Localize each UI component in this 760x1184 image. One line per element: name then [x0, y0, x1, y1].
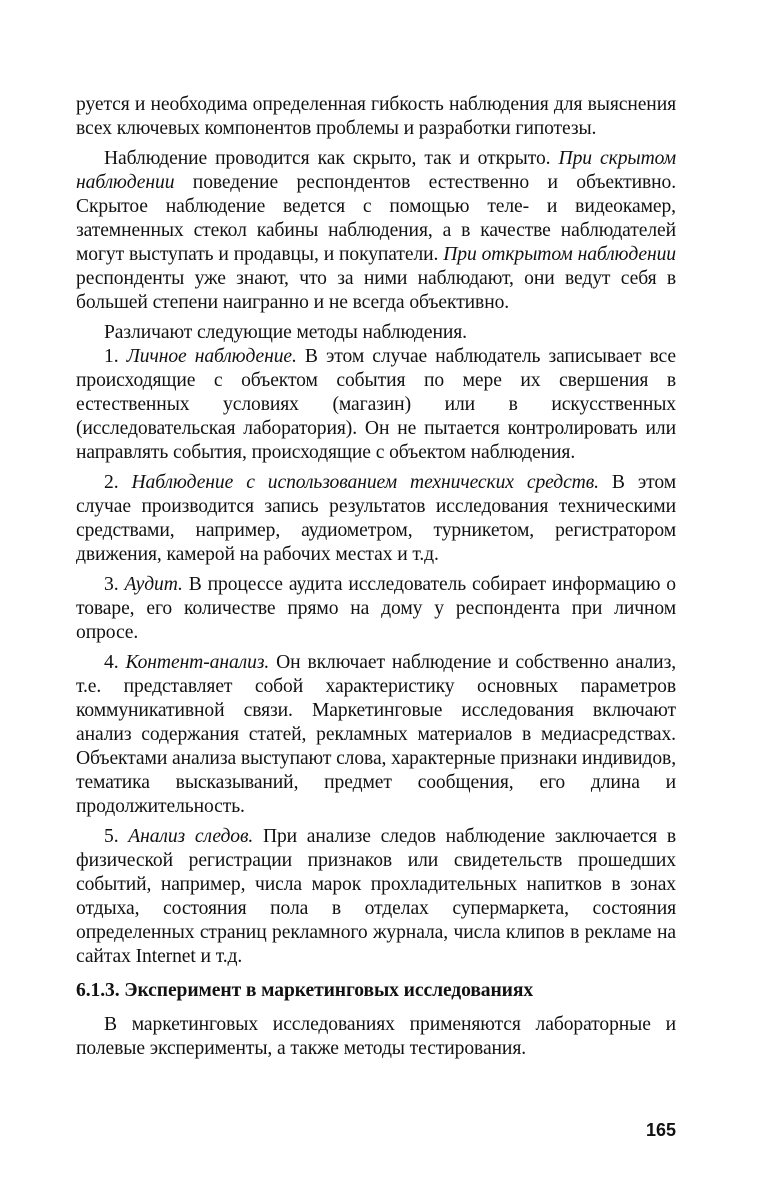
- list-number: 5.: [104, 826, 129, 847]
- term-technical-means: Наблюдение с использованием технических средств.: [131, 472, 599, 493]
- page-body: [76, 93, 676, 1061]
- text-run: В этом случае наблюдатель записывает все происходящие с объектом события по мере их свершения в естественных условиях (магазин) или в искусственных (исследовательская лаборатория). Он не пытается контролировать или направлять события, происходящие с объектом наблюдения.: [76, 346, 676, 463]
- paragraph-observation-types: [76, 147, 676, 315]
- term-trace-analysis: Анализ следов.: [128, 826, 254, 847]
- term-personal-observation: Личное наблюдение.: [126, 346, 297, 367]
- paragraph-methods-intro: Различают следующие методы наблюдения.: [104, 322, 467, 343]
- text-run: респонденты уже знают, что за ними наблюдают, они ведут себя в большей степени наигранно и не всегда объективно.: [76, 268, 676, 313]
- term-content-analysis: Контент-анализ.: [125, 652, 270, 673]
- text-run: Наблюдение проводится как скрыто, так и открыто.: [104, 148, 559, 169]
- list-number: 4.: [104, 652, 126, 673]
- text-run: Он включает наблюдение и собственно анализ, т.е. представляет собой характеристику основных параметров коммуникативной связи. Маркетинговые исследования включают анализ содержания статей, рекламных материалов в медиасредствах. Объектами анализа выступают слова, характерные признаки индивидов, тематика высказываний, предмет сообщения, его длина и продолжительность.: [76, 652, 677, 817]
- text-run: В этом случае производится запись результатов исследования техническими средствами, например, аудиометром, турникетом, регистратором движения, камерой на рабочих местах и т.д.: [76, 472, 677, 565]
- paragraph-experiments: В маркетинговых исследованиях применяются лабораторные и полевые эксперименты, а также методы тестирования.: [76, 1014, 676, 1059]
- text-run: поведение респондентов естественно и объективно. Скрытое наблюдение ведется с помощью теле- и видеокамер, затемненных стекол кабины наблюдения, а в качестве наблюдателей могут выступать и продавцы, и покупатели.: [76, 172, 676, 265]
- list-item-trace-analysis: [76, 825, 676, 969]
- section-heading: 6.1.3. Эксперимент в маркетинговых исследованиях: [76, 980, 534, 1001]
- term-hidden-observation: При скрытом наблюдении: [76, 148, 676, 193]
- list-item-personal-observation: [76, 345, 676, 465]
- page-number: 165: [645, 1120, 676, 1140]
- text-run: При анализе следов наблюдение заключается в физической регистрации признаков или свидетельств прошедших событий, например, числа марок прохладительных напитков в зонах отдыха, состояния пола в отделах супермаркета, состояния определенных страниц рекламного журнала, числа клипов в рекламе на сайтах Internet и т.д.: [76, 826, 676, 967]
- term-audit: Аудит.: [124, 574, 183, 595]
- text-run: В процессе аудита исследователь собирает информацию о товаре, его количестве прямо на дому у респондента при личном опросе.: [76, 574, 677, 643]
- list-item-technical-means: [76, 471, 676, 567]
- list-item-audit: [76, 573, 676, 645]
- list-item-content-analysis: [76, 651, 676, 819]
- paragraph-continuation: руется и необходима определенная гибкость наблюдения для выяснения всех ключевых компонентов проблемы и разработки гипотезы.: [76, 94, 676, 139]
- term-open-observation: При открытом наблюдении: [443, 244, 676, 265]
- list-number: 1.: [104, 346, 127, 367]
- list-number: 3.: [104, 574, 125, 595]
- list-number: 2.: [104, 472, 132, 493]
